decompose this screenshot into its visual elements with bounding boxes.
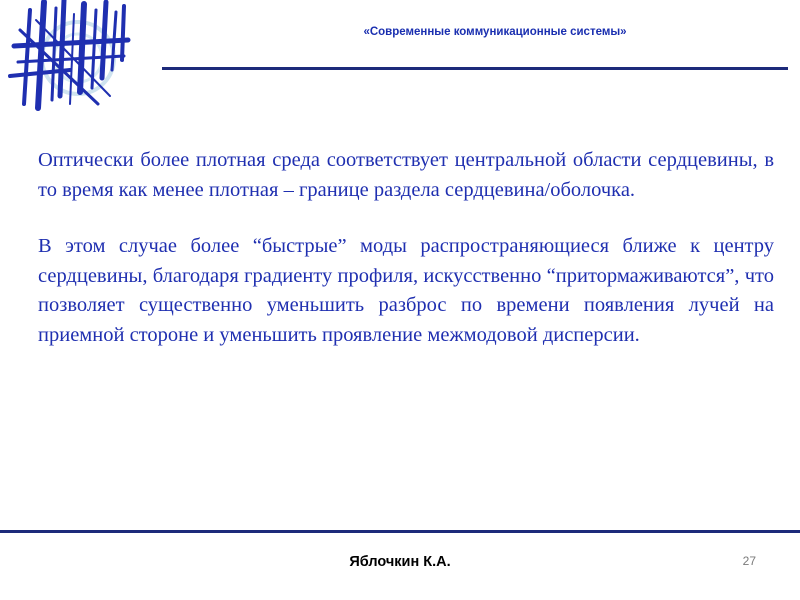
page-number: 27 — [742, 554, 756, 568]
body-paragraph-1: Оптически более плотная среда соответствует центральной области сердцевины, в то время как менее плотная – границе раздела сердцевина/оболочка. — [38, 149, 774, 201]
footer-author: Яблочкин К.А. — [349, 554, 451, 570]
presentation-title: «Современные коммуникационные системы» — [363, 26, 627, 38]
slide-body — [38, 146, 774, 378]
header-divider — [162, 67, 788, 70]
blue-brush-stroke-logo-icon — [0, 0, 140, 115]
footer-divider — [0, 530, 800, 533]
body-paragraph-2: В этом случае более “быстрые” моды распространяющиеся ближе к центру сердцевины, благодаря градиенту профиля, искусственно “притормаживаются”, что позволяет существенно уменьшить разброс по времени появления лучей на приемной стороне и уменьшить проявление межмодовой дисперсии. — [38, 235, 774, 346]
